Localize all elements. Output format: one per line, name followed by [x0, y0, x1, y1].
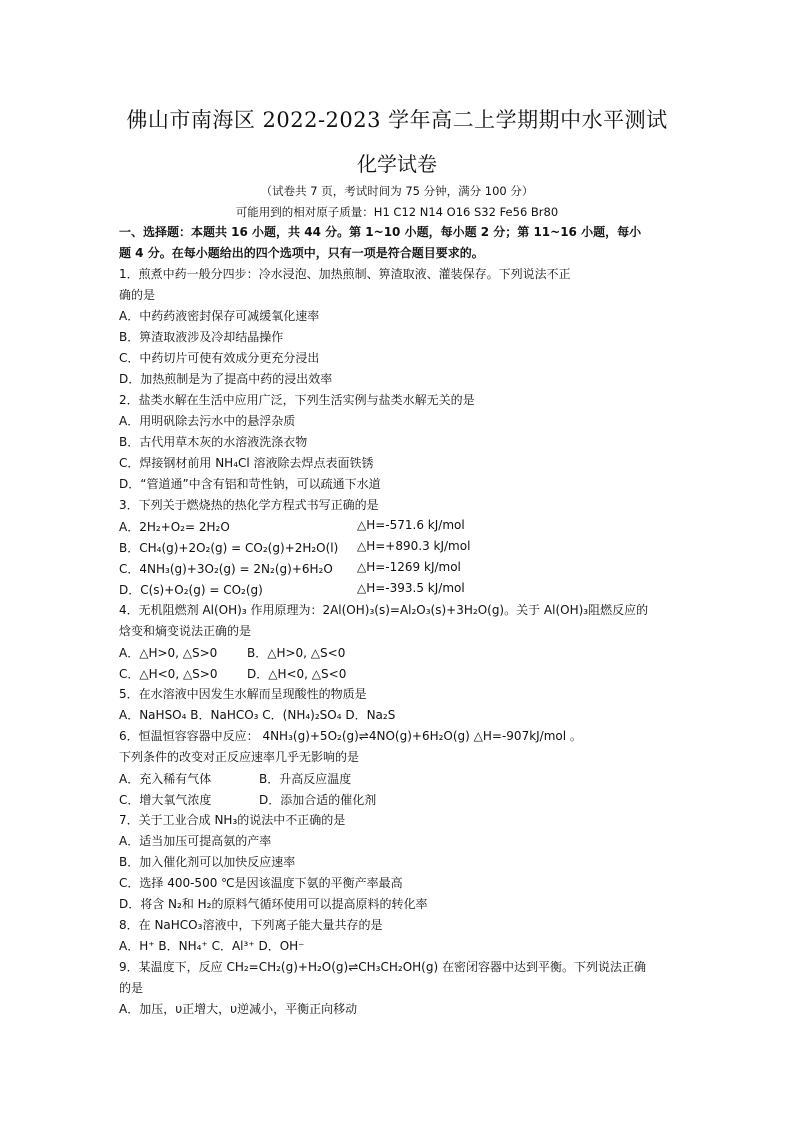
q6-option-c: C．增大氧气浓度	[119, 793, 212, 807]
q3-stem: 3．下列关于燃烧热的热化学方程式书写正确的是	[119, 498, 379, 512]
q2-stem: 2．盐类水解在生活中应用广泛，下列生活实例与盐类水解无关的是	[119, 393, 475, 407]
q1-option-c: C．中药切片可使有效成分更充分浸出	[119, 351, 320, 365]
q6-option-b: B．升高反应温度	[259, 772, 352, 786]
q1-option-a: A．中药药液密封保存可减缓氧化速率	[119, 309, 320, 323]
q4-stem-line2: 焓变和熵变说法正确的是	[119, 624, 252, 638]
q9-option-a: A．加压，υ正增大，υ逆减小，平衡正向移动	[119, 1002, 358, 1016]
q3-option-b-equation: B．CH₄(g)+2O₂(g) = CO₂(g)+2H₂O(l)	[119, 541, 339, 555]
q3-option-a-enthalpy: △H=-571.6 kJ/mol	[357, 518, 465, 532]
q9-stem-line1: 9．某温度下，反应 CH₂=CH₂(g)+H₂O(g)⇌CH₃CH₂OH(g) 在密闭容器中达到平衡。下列说法正确	[119, 960, 646, 974]
q3-option-d-equation: D．C(s)+O₂(g) = CO₂(g)	[119, 583, 263, 597]
q6-stem-line1: 6．恒温恒容容器中反应： 4NH₃(g)+5O₂(g)⇌4NO(g)+6H₂O(g) △H=-907kJ/mol 。	[119, 729, 582, 743]
q6-option-d: D．添加合适的催化剂	[259, 793, 377, 807]
q7-option-b: B．加入催化剂可以加快反应速率	[119, 855, 296, 869]
q3-option-c-equation: C．4NH₃(g)+3O₂(g) = 2N₂(g)+6H₂O	[119, 562, 333, 576]
q8-options: A．H⁺ B．NH₄⁺ C．Al³⁺ D．OH⁻	[119, 939, 305, 953]
q2-option-c: C．焊接钢材前用 NH₄Cl 溶液除去焊点表面铁锈	[119, 456, 374, 470]
page-title: 佛山市南海区 2022-2023 学年高二上学期期中水平测试	[126, 108, 668, 132]
section-heading-line2: 题 4 分。在每小题给出的四个选项中，只有一项是符合题目要求的。	[119, 246, 484, 260]
q7-option-c: C．选择 400-500 ℃是因该温度下氨的平衡产率最高	[119, 876, 403, 890]
q4-option-b: B．△H>0, △S<0	[247, 646, 346, 660]
q3-option-c-enthalpy: △H=-1269 kJ/mol	[357, 560, 461, 574]
q5-options: A．NaHSO₄ B．NaHCO₃ C．(NH₄)₂SO₄ D．Na₂S	[119, 708, 396, 722]
q3-option-b-enthalpy: △H=+890.3 kJ/mol	[357, 539, 471, 553]
exam-info: （试卷共 7 页，考试时间为 75 分钟，满分 100 分）	[260, 184, 534, 198]
q4-option-c: C．△H<0, △S>0	[119, 667, 218, 681]
q5-stem: 5．在水溶液中因发生水解而呈现酸性的物质是	[119, 687, 367, 701]
q4-option-a: A．△H>0, △S>0	[119, 646, 218, 660]
q2-option-a: A．用明矾除去污水中的悬浮杂质	[119, 414, 296, 428]
q6-option-a: A．充入稀有气体	[119, 772, 212, 786]
q7-option-d: D．将含 N₂和 H₂的原料气循环使用可以提高原料的转化率	[119, 897, 428, 911]
section-heading-line1: 一、选择题：本题共 16 小题，共 44 分。第 1~10 小题，每小题 2 分；第 11~16 小题，每小	[119, 225, 642, 239]
q2-option-d: D．“管道通”中含有铝和苛性钠，可以疏通下水道	[119, 477, 381, 491]
q1-stem-line1: 1．煎煮中药一般分四步：冷水浸泡、加热煎制、箅渣取液、灌装保存。下列说法不正	[119, 267, 571, 281]
q7-stem: 7．关于工业合成 NH₃的说法中不正确的是	[119, 813, 346, 827]
q8-stem: 8．在 NaHCO₃溶液中，下列离子能大量共存的是	[119, 918, 383, 932]
page-subtitle: 化学试卷	[357, 152, 437, 176]
q6-stem-line2: 下列条件的改变对正反应速率几乎无影响的是	[119, 750, 360, 764]
atomic-masses: 可能用到的相对原子质量：H1 C12 N14 O16 S32 Fe56 Br80	[235, 205, 559, 219]
q7-option-a: A．适当加压可提高氨的产率	[119, 834, 272, 848]
q3-option-d-enthalpy: △H=-393.5 kJ/mol	[357, 581, 465, 595]
q3-option-a-equation: A．2H₂+O₂= 2H₂O	[119, 520, 230, 534]
q1-option-b: B．箅渣取液涉及冷却结晶操作	[119, 330, 284, 344]
q4-stem-line1: 4．无机阻燃剂 Al(OH)₃ 作用原理为：2Al(OH)₃(s)=Al₂O₃(s)+3H₂O(g)。关于 Al(OH)₃阻燃反应的	[119, 603, 649, 617]
q1-stem-line2: 确的是	[119, 288, 156, 302]
q9-stem-line2: 的是	[119, 981, 144, 995]
q4-option-d: D．△H<0, △S<0	[247, 667, 347, 681]
q1-option-d: D．加热煎制是为了提高中药的浸出效率	[119, 372, 333, 386]
q2-option-b: B．古代用草木灰的水溶液洗涤衣物	[119, 435, 308, 449]
